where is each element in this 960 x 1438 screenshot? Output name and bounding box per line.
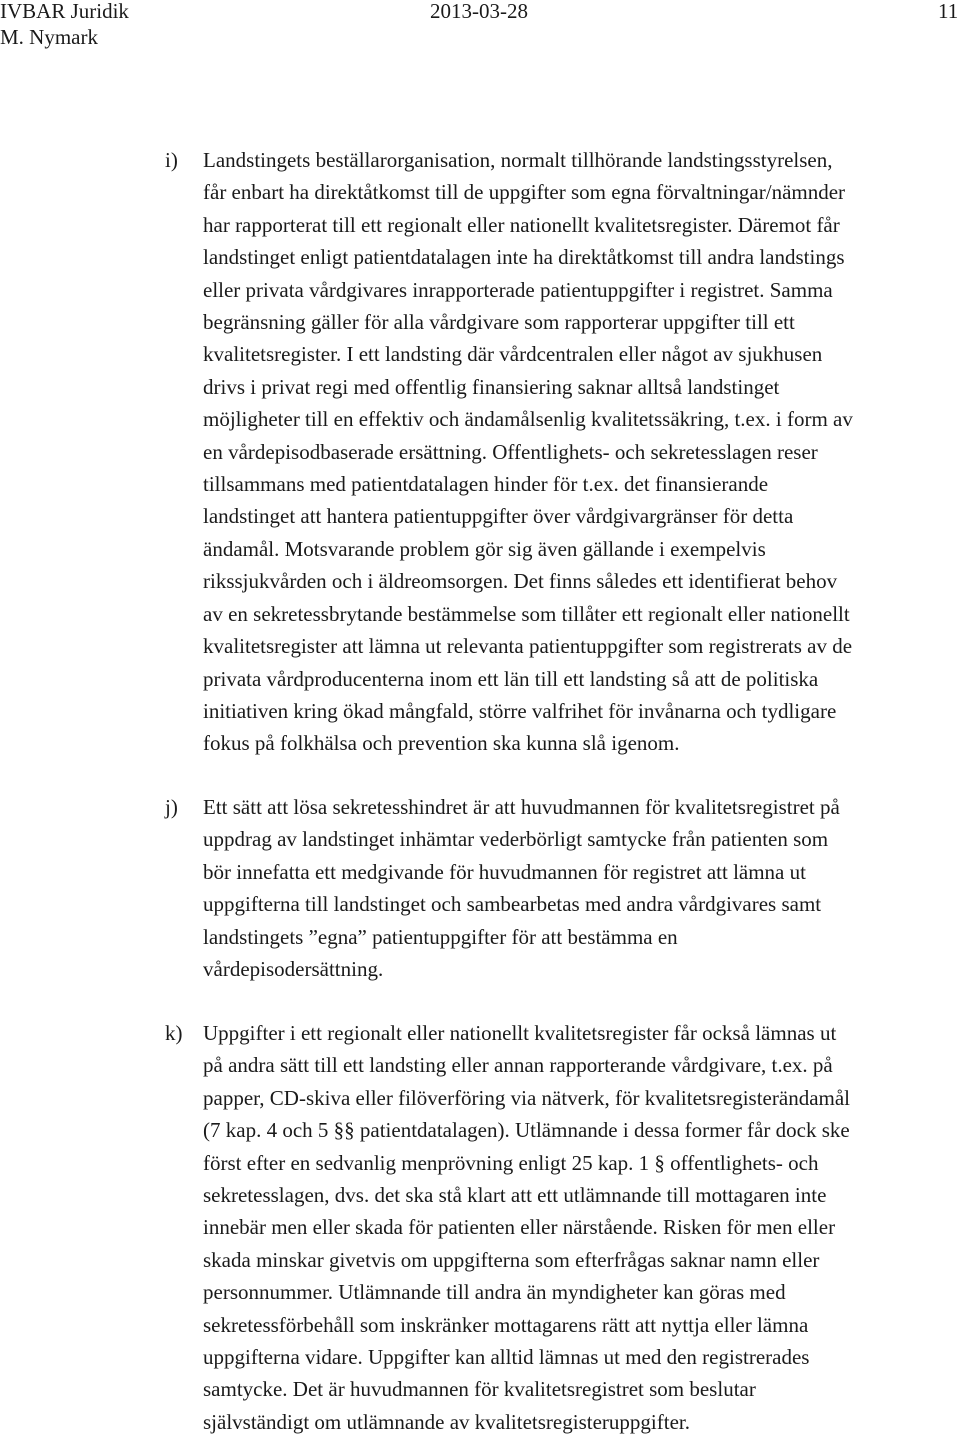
text-line: Uppgifter i ett regionalt eller nationellt kvalitetsregister får också lämnas ut [203, 1021, 837, 1045]
list-item-text [203, 1017, 955, 1438]
text-line: drivs i privat regi med offentlig finansiering saknar alltså landstinget [203, 374, 780, 399]
text-line: sekretessförbehåll som inskränker mottagarens rätt att nyttja eller lämna [203, 1312, 809, 1337]
text-line: fokus på folkhälsa och prevention ska kunna slå igenom. [203, 731, 680, 756]
text-line: ändamål. Motsvarande problem gör sig även gällande i exempelvis [203, 536, 766, 561]
text-line: först efter en sedvanlig menprövning enligt 25 kap. 1 § offentlighets- och [203, 1150, 819, 1175]
text-line: tillsammans med patientdatalagen hinder för t.ex. det finansierande [203, 472, 769, 497]
list-item-text [203, 791, 955, 985]
text-line: kvalitetsregister att lämna ut relevanta patientuppgifter som registrerats av de [203, 634, 853, 659]
text-line: (7 kap. 4 och 5 §§ patientdatalagen). Utlämnande i dessa former får dock ske [203, 1118, 850, 1143]
text-line: landstinget enligt patientdatalagen inte ha direktåtkomst till andra landstings [203, 245, 845, 270]
list-item-text [203, 144, 955, 760]
text-line: bör innefatta ett medgivande för huvudmannen för registret att lämna ut [203, 859, 806, 884]
page-number: 11 [938, 0, 959, 23]
text-line: samtycke. Det är huvudmannen för kvalitetsregistret som beslutar [203, 1377, 756, 1402]
text-line: uppgifterna till landstinget och sambearbetas med andra vårdgivares samt [203, 892, 822, 917]
text-line: Landstingets beställarorganisation, normalt tillhörande landstingsstyrelsen, [203, 148, 833, 172]
text-line: möjligheter till en effektiv och ändamålsenlig kvalitetssäkring, t.ex. i form av [203, 407, 853, 432]
text-line: Ett sätt att lösa sekretesshindret är att huvudmannen för kvalitetsregistret på [203, 795, 840, 819]
page-header [0, 0, 960, 60]
text-line: kvalitetsregister. I ett landsting där vårdcentralen eller något av sjukhusen [203, 342, 823, 367]
text-line: har rapporterat till ett regionalt eller nationellt kvalitetsregister. Däremot får [203, 212, 840, 237]
text-line: landstinget att hantera patientuppgifter över vårdgivargränser för detta [203, 504, 794, 529]
header-date: 2013-03-28 [430, 0, 528, 23]
text-line: privata vårdproducenterna inom ett län till ett landsting så att de politiska [203, 666, 819, 691]
list-marker: j) [165, 795, 178, 819]
text-line: skada minskar givetvis om uppgifterna som efterfrågas saknar namn eller [203, 1247, 820, 1272]
text-line: rikssjukvården och i äldreomsorgen. Det finns således ett identifierat behov [203, 569, 838, 594]
text-line: självständigt om utlämnande av kvalitetsregisteruppgifter. [203, 1409, 690, 1434]
text-line: landstingets ”egna” patientuppgifter för att bestämma en [203, 924, 678, 949]
text-line: personnummer. Utlämnande till andra än myndigheter kan göras med [203, 1280, 786, 1305]
text-line: begränsning gäller för alla vårdgivare som rapporterar uppgifter till ett [203, 310, 795, 335]
text-line: innebär men eller skada för patienten eller närstående. Risken för men eller [203, 1215, 836, 1240]
text-line: av en sekretessbrytande bestämmelse som tillåter ett regionalt eller nationellt [203, 601, 850, 626]
text-line: uppdrag av landstinget inhämtar vederbörligt samtycke från patienten som [203, 827, 829, 852]
header-organization: IVBAR Juridik [0, 0, 129, 23]
text-line: uppgifterna vidare. Uppgifter kan alltid lämnas ut med den registrerades [203, 1345, 810, 1370]
text-line: på andra sätt till ett landsting eller annan rapporterande vårdgivare, t.ex. på [203, 1053, 833, 1078]
text-line: papper, CD-skiva eller filöverföring via nätverk, för kvalitetsregisterändamål [203, 1085, 851, 1110]
text-line: en vårdepisodbaserade ersättning. Offentlighets- och sekretesslagen reser [203, 439, 818, 464]
text-line: vårdepisodersättning. [203, 957, 384, 982]
text-line: sekretesslagen, dvs. det ska stå klart att ett utlämnande till mottagaren inte [203, 1183, 827, 1208]
list-marker: i) [165, 148, 178, 172]
list-marker: k) [165, 1021, 183, 1045]
text-line: får enbart ha direktåtkomst till de uppgifter som egna förvaltningar/nämnder [203, 180, 846, 205]
header-author: M. Nymark [0, 25, 98, 49]
text-line: eller privata vårdgivares inrapporterade patientuppgifter i registret. Samma [203, 277, 833, 302]
text-line: initiativen kring ökad mångfald, större valfrihet för invånarna och tydligare [203, 698, 837, 723]
